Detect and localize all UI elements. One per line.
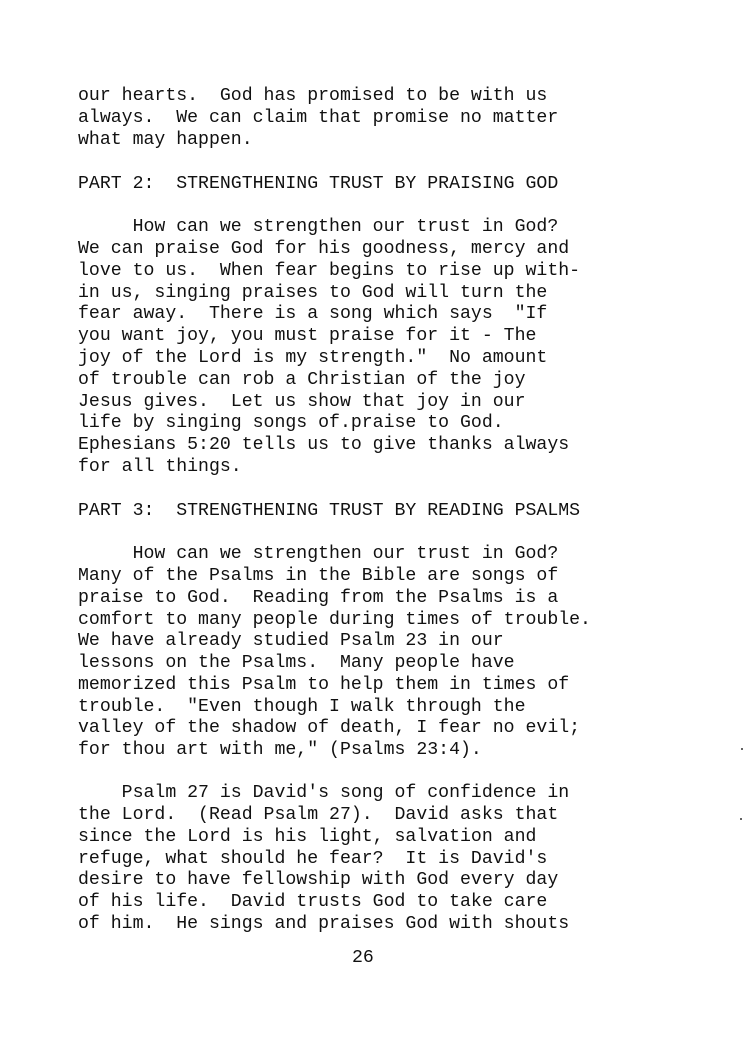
text-line: of him. He sings and praises God with shouts xyxy=(78,914,570,934)
text-line: love to us. When fear begins to rise up with- xyxy=(78,261,581,281)
text-line: life by singing songs of.praise to God. xyxy=(78,413,504,433)
text-line: desire to have fellowship with God every day xyxy=(78,870,559,890)
text-line: joy of the Lord is my strength." No amount xyxy=(78,348,548,368)
text-line: since the Lord is his light, salvation and xyxy=(78,827,537,847)
text-line: We can praise God for his goodness, mercy and xyxy=(78,239,570,259)
text-line: for thou art with me," (Psalms 23:4). xyxy=(78,740,482,760)
text-line: refuge, what should he fear? It is David's xyxy=(78,849,548,869)
text-line: Psalm 27 is David's song of confidence in xyxy=(78,783,570,803)
text-line: always. We can claim that promise no matter xyxy=(78,108,559,128)
text-line: for all things. xyxy=(78,457,242,477)
text-line: Jesus gives. Let us show that joy in our xyxy=(78,392,526,412)
text-line: comfort to many people during times of trouble. xyxy=(78,610,591,630)
text-line: you want joy, you must praise for it - The xyxy=(78,326,537,346)
text-line: of trouble can rob a Christian of the joy xyxy=(78,370,526,390)
text-line: trouble. "Even though I walk through the xyxy=(78,697,526,717)
text-line: fear away. There is a song which says "If xyxy=(78,304,548,324)
text-line: How can we strengthen our trust in God? xyxy=(78,217,559,237)
text-line: We have already studied Psalm 23 in our xyxy=(78,631,504,651)
text-line: in us, singing praises to God will turn the xyxy=(78,283,548,303)
text-line: valley of the shadow of death, I fear no evil; xyxy=(78,718,581,738)
text-line: praise to God. Reading from the Psalms is a xyxy=(78,588,559,608)
text-line: the Lord. (Read Psalm 27). David asks that xyxy=(78,805,559,825)
text-line: our hearts. God has promised to be with us xyxy=(78,86,548,106)
text-line: lessons on the Psalms. Many people have xyxy=(78,653,515,673)
text-line: How can we strengthen our trust in God? xyxy=(78,544,559,564)
text-line: Ephesians 5:20 tells us to give thanks always xyxy=(78,435,570,455)
page-number: 26 xyxy=(352,948,374,968)
section-heading-part-3: PART 3: STRENGTHENING TRUST BY READING PSALMS xyxy=(78,501,581,521)
text-line: Many of the Psalms in the Bible are songs of xyxy=(78,566,559,586)
text-line: of his life. David trusts God to take care xyxy=(78,892,548,912)
scan-speck xyxy=(741,748,743,750)
text-line: what may happen. xyxy=(78,130,253,150)
text-line: memorized this Psalm to help them in times of xyxy=(78,675,570,695)
section-heading-part-2: PART 2: STRENGTHENING TRUST BY PRAISING GOD xyxy=(78,174,559,194)
scan-speck xyxy=(740,818,742,820)
